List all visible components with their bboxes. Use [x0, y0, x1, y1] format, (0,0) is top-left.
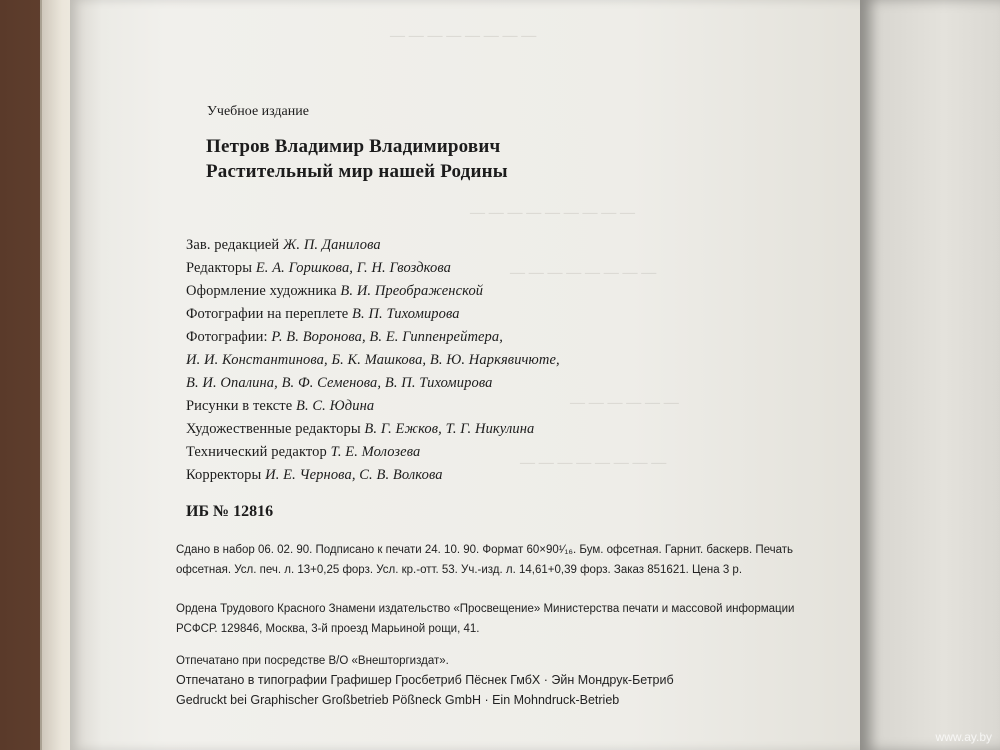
- credit-names: В. С. Юдина: [295, 398, 375, 414]
- publisher-info-line: Ордена Трудового Красного Знамени издательство «Просвещение» Министерства печати и массовой информации: [176, 603, 795, 615]
- credit-line: [186, 444, 420, 461]
- bleed-through-text: — — — — — — — — —: [470, 205, 635, 221]
- site-watermark: www.ay.by: [935, 730, 992, 744]
- credit-role: Зав. редакцией: [186, 237, 280, 253]
- credit-names: В. Г. Ежков, Т. Г. Никулина: [364, 421, 535, 437]
- bleed-through-text: — — — — — — — —: [510, 265, 657, 281]
- printer-info-line: Gedruckt bei Graphischer Großbetrieb Pößneck GmbH · Ein Mohndruck-Betrieb: [176, 693, 620, 707]
- credit-role: Корректоры: [186, 467, 262, 483]
- credit-role: Редакторы: [186, 260, 253, 276]
- credit-line: [186, 283, 483, 300]
- credit-role: Технический редактор: [186, 444, 327, 460]
- series-label: Учебное издание: [207, 104, 309, 119]
- credit-line: [186, 329, 503, 346]
- credit-line: [186, 237, 381, 254]
- credit-role: Фотографии:: [186, 329, 268, 345]
- credit-role: Фотографии на переплете: [186, 306, 349, 322]
- printer-info-line: Отпечатано в типографии Графишер Гросбетриб Пёснек ГмбХ · Эйн Мондрук-Бетриб: [176, 673, 674, 687]
- printer-info-line: Отпечатано при посредстве В/О «Внешторгиздат».: [176, 655, 449, 667]
- publisher-info-line: РСФСР. 129846, Москва, 3-й проезд Марьиной рощи, 41.: [176, 623, 480, 635]
- credit-line: [186, 375, 492, 392]
- credit-line: [186, 352, 560, 369]
- bleed-through-text: — — — — — —: [570, 395, 679, 411]
- book-title: Растительный мир нашей Родины: [206, 161, 508, 182]
- book-author: Петров Владимир Владимирович: [206, 136, 501, 157]
- bleed-through-text: — — — — — — — —: [520, 455, 667, 471]
- credit-names: Т. Е. Молозева: [330, 444, 421, 460]
- credit-names: В. П. Тихомирова: [352, 306, 460, 322]
- credit-names: Р. В. Воронова, В. Е. Гиппенрейтера,: [271, 329, 503, 345]
- credit-line: [186, 467, 443, 484]
- credit-names: И. И. Константинова, Б. К. Машкова, В. Ю. Наркявичюте,: [186, 352, 560, 368]
- credit-line: [186, 260, 451, 277]
- credit-line: [186, 421, 534, 438]
- credit-line: [186, 398, 374, 415]
- credit-names: И. Е. Чернова, С. В. Волкова: [265, 467, 443, 483]
- print-info-line: офсетная. Усл. печ. л. 13+0,25 форз. Усл. кр.-отт. 53. Уч.-изд. л. 14,61+0,39 форз. Заказ 851621. Цена 3 р.: [176, 564, 743, 576]
- credit-role: Оформление художника: [186, 283, 337, 299]
- credit-names: Е. А. Горшкова, Г. Н. Гвоздкова: [255, 260, 451, 276]
- credit-names: Ж. П. Данилова: [283, 237, 381, 253]
- ib-number: ИБ № 12816: [186, 503, 274, 520]
- credit-names: В. И. Преображенской: [340, 283, 484, 299]
- print-info-line: Сдано в набор 06. 02. 90. Подписано к печати 24. 10. 90. Формат 60×90¹⁄₁₆. Бум. офсетная. Гарнит. баскерв. Печать: [176, 544, 794, 556]
- opposite-page: [860, 0, 1000, 750]
- credit-role: Художественные редакторы: [186, 421, 361, 437]
- credit-role: Рисунки в тексте: [186, 398, 293, 414]
- credit-names: В. И. Опалина, В. Ф. Семенова, В. П. Тихомирова: [186, 375, 493, 391]
- credit-line: [186, 306, 460, 323]
- bleed-through-text: — — — — — — — —: [390, 28, 537, 44]
